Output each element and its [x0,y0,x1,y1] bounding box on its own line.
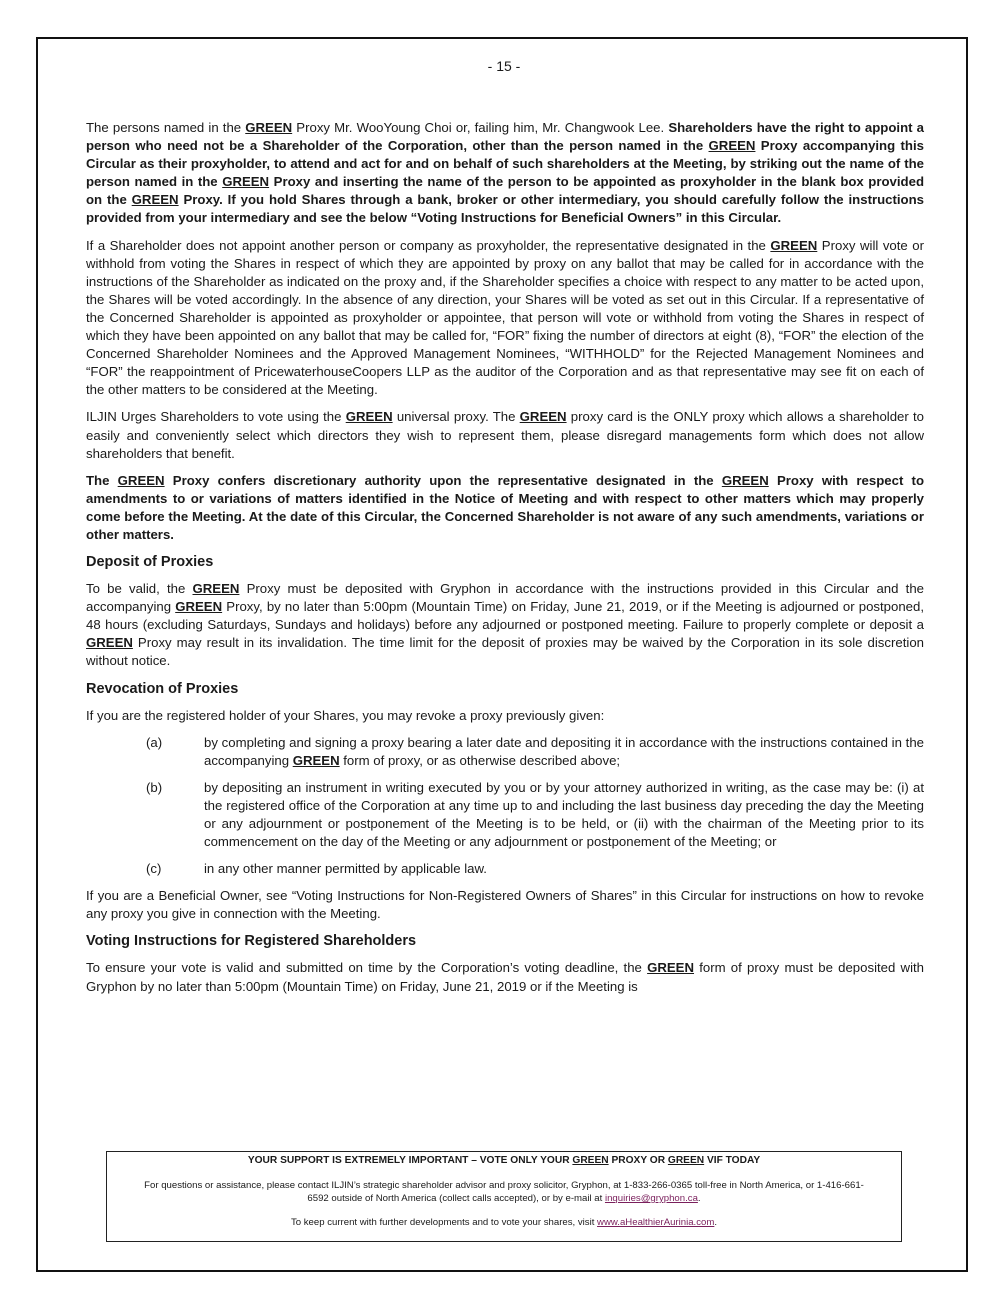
heading-deposit-of-proxies: Deposit of Proxies [86,554,214,571]
footer-contact [107,1179,901,1205]
paragraph-beneficial-owner: If you are a Beneficial Owner, see “Voting Instructions for Non-Registered Owners of Shares” in this Circular for instructions on how to revoke any proxy you give in connection with the Meeting. [86,888,924,922]
green-emphasis: GREEN [708,138,756,154]
text-span: To ensure your vote is valid and submitted on time by the Corporation’s voting deadline, the [86,960,648,976]
paragraph-representative [86,237,924,400]
list-item-b [86,779,924,851]
green-emphasis: GREEN [245,120,293,135]
page-number: - 15 - [487,58,521,74]
text-span: Proxy, by no later than 5:00pm (Mountain Time) on Friday, June 21, 2019, or if the Meeting is adjourned or postponed, 48 hours (excluding Saturdays, Sundays and holidays) before any adjourned or postponed meeting. Failure to properly complete or deposit a [86,599,925,633]
text-span: Proxy may result in its invalidation. The time limit for the deposit of proxies may be waived by the Corporation in its sole discretion without notice. [86,635,924,669]
paragraph-deposit [86,580,924,670]
list-item-a [86,734,924,770]
text-span: Proxy confers discretionary authority upon the representative designated in the [164,472,722,488]
green-emphasis: GREEN [572,1155,609,1166]
list-item-text: in any other manner permitted by applicable law. [204,861,487,877]
text-span: Proxy and inserting the name of the person to be appointed as proxyholder in the blank box provided on the [86,174,924,208]
paragraph-revocation-intro: If you are the registered holder of your Shares, you may revoke a proxy previously given: [86,707,605,723]
list-item-c [86,860,924,878]
text-span: YOUR SUPPORT IS EXTREMELY IMPORTANT – VOTE ONLY YOUR [247,1155,573,1166]
text-span: Proxy with respect to amendments to or variations of matters identified in the Notice of Meeting and with respect to other matters which may properly come before the Meeting. At the date of this Circular, the Concerned Shareholder is not aware of any such amendments, variations or other matters. [86,472,925,542]
text-span: The [86,472,118,488]
list-item-label: (a) [146,734,163,750]
bold-text [86,120,924,225]
text-span: Proxy must be deposited with Gryphon in accordance with the instructions provided in this Circular and the accompanying [86,581,924,615]
green-emphasis: GREEN [175,599,223,615]
text-span: PROXY OR [608,1155,668,1166]
text-span: Proxy Mr. WooYoung Choi or, failing him, Mr. Changwook Lee. [292,120,669,135]
text-span: For questions or assistance, please contact ILJIN’s strategic shareholder advisor and proxy solicitor, Gryphon, at 1-833-266-0365 toll-free in North America, or 1-416-661-6592 outside of North America (collect calls accepted), or by e-mail at [144,1180,864,1204]
green-emphasis: GREEN [86,635,133,651]
paragraph-proxy-holders [86,119,924,228]
text-span: To keep current with further developments and to vote your shares, visit [290,1217,598,1228]
green-emphasis: GREEN [292,752,340,768]
green-emphasis: GREEN [519,409,567,425]
green-emphasis: GREEN [192,581,240,597]
document-body [86,119,924,1005]
green-emphasis: GREEN [131,192,179,208]
text-span: VIF TODAY [704,1155,761,1166]
heading-revocation-of-proxies: Revocation of Proxies [86,680,239,697]
footer-support-box [106,1151,902,1242]
paragraph-voting [86,959,924,995]
text-span: form of proxy must be deposited with Gryphon by no later than 5:00pm (Mountain Time) on Friday, June 21, 2019 or if the Meeting is [86,960,924,994]
list-item-text [204,734,924,770]
green-emphasis: GREEN [345,409,393,425]
text-span: Proxy will vote or withhold from voting the Shares in respect of which they are appointed by proxy on any ballot that may be called for in accordance with the instructions of the Shareholder as indicated on the proxy and, if the Shareholder specifies a choice with respect to any matter to be acted upon, the Shares will be voted accordingly. In the absence of any direction, your Shares will be voted as set out in this Circular. If a representative of the Concerned Shareholder is appointed as proxyholder or appointee, that person will vote or withhold from voting the Shares in respect of which they have been appointed on any ballot that may be called for, “FOR” fixing the number of directors at eight (8), “FOR” the election of the Concerned Shareholder Nominees and the Approved Management Nominees, “WITHHOLD” for the Rejected Management Nominees and “FOR” the reappointment of PricewaterhouseCoopers LLP as the auditor of the Corporation and as that representative may see fit on each of the other matters to be considered at the Meeting. [86,237,924,398]
text-span: Proxy. If you hold Shares through a bank, broker or other intermediary, you should carefully follow the instructions provided from your intermediary and see the below “Voting Instructions for Beneficial Owners” in this Circular. [86,192,924,226]
green-emphasis: GREEN [222,174,270,190]
paragraph-discretionary-authority [86,472,924,544]
heading-voting-instructions: Voting Instructions for Registered Shareholders [86,933,417,950]
text-span: Shareholders have the right to appoint a person who need not be a Shareholder of the Corporation, other than the person named in the [86,120,924,154]
email-link[interactable]: inquiries@gryphon.ca [604,1193,698,1204]
green-emphasis: GREEN [721,472,769,488]
green-emphasis: GREEN [667,1155,705,1166]
text-span: Proxy accompanying this Circular as their proxyholder, to attend and act for and on behalf of such shareholders at the Meeting, by striking out the name of the person named in the [86,138,924,190]
paragraph-universal-proxy [86,408,924,462]
green-emphasis: GREEN [770,237,818,253]
list-item-text: by depositing an instrument in writing executed by you or by your attorney authorized in writing, as the case may be: (i) at the registered office of the Corporation at any time up to and including the last business day preceding the day the Meeting or any adjournment or postponement of the Meeting is to be held, or (ii) with the chairman of the Meeting prior to its commencement on the day of the Meeting or any adjournment or postponement of the Meeting; or [204,779,924,850]
text-span: If a Shareholder does not appoint another person or company as proxyholder, the representative designated in the [86,237,771,253]
footer-title [107,1154,901,1167]
text-span: . [714,1217,718,1228]
footer-website [107,1216,901,1229]
green-emphasis: GREEN [647,960,695,976]
text-span: ILJIN Urges Shareholders to vote using the [86,409,346,425]
text-span: To be valid, the [86,581,193,597]
text-span: proxy card is the ONLY proxy which allows a shareholder to easily and conveniently select which directors they wish to represent them, please disregard managements form which does not allow shareholders that benefit. [86,409,924,461]
website-link[interactable]: www.aHealthierAurinia.com [597,1217,715,1228]
list-item-label: (c) [146,861,162,877]
text-span: universal proxy. The [392,409,520,425]
text-span: by completing and signing a proxy bearing a later date and depositing it in accordance with the instructions contained in the accompanying [204,734,924,768]
text-span: . [697,1193,701,1204]
green-emphasis: GREEN [117,472,165,488]
text-span: The persons named in the [86,120,246,135]
text-span: form of proxy, or as otherwise described above; [339,752,621,768]
list-item-label: (b) [146,779,163,795]
